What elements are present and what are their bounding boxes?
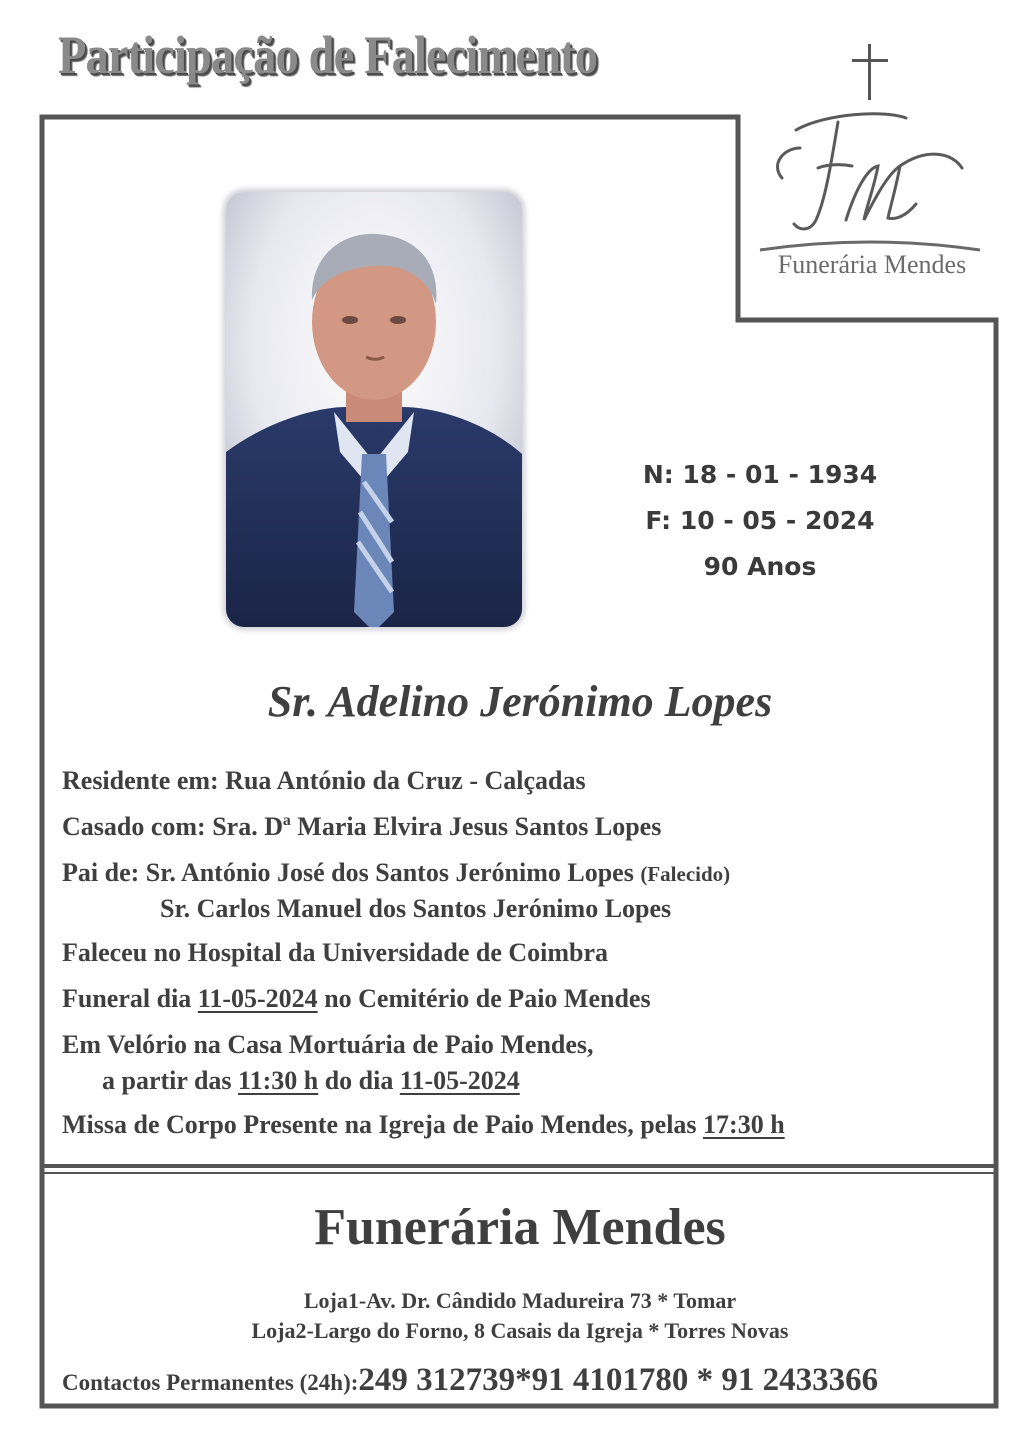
life-dates [600,452,920,590]
portrait-image [226,192,522,627]
wake-line-2 [102,1066,520,1096]
wake-mid: do dia [324,1066,394,1095]
footer-company-name: Funerária Mendes [314,1199,726,1256]
wake-time: 11:30 h [238,1066,319,1095]
contacts-label: Contactos Permanentes (24h): [62,1370,359,1395]
store-2-address: Loja2-Largo do Forno, 8 Casais da Igreja * Torres Novas [251,1318,789,1343]
contacts-numbers: 249 312739*91 4101780 * 91 2433366 [358,1362,879,1398]
child-1: Pai de: Sr. António José dos Santos Jerónimo Lopes [62,858,634,887]
death-date: F: 10 - 05 - 2024 [645,506,875,535]
funeral-date: 11-05-2024 [197,984,318,1013]
death-place-line: Faleceu no Hospital da Universidade de Coimbra [62,938,609,967]
child-2: Sr. Carlos Manuel dos Santos Jerónimo Lopes [160,894,672,923]
wake-date: 11-05-2024 [399,1066,520,1095]
cross-icon [852,44,888,100]
children-line-1 [62,858,730,888]
mass-time: 17:30 h [703,1110,785,1139]
deceased-name: Sr. Adelino Jerónimo Lopes [267,677,773,726]
residence-line: Residente em: Rua António da Cruz - Calçadas [62,766,586,795]
store-1-address: Loja1-Av. Dr. Cândido Madureira 73 * Tomar [303,1288,737,1313]
wake-label: a partir das [102,1066,232,1095]
page-title: Participação de Falecimento [58,25,598,85]
funeral-label: Funeral dia [62,984,192,1013]
contacts-line [62,1362,878,1399]
mass-label: Missa de Corpo Presente na Igreja de Paio Mendes, pelas [62,1110,697,1139]
spouse-line: Casado com: Sra. Dª Maria Elvira Jesus Santos Lopes [62,812,662,841]
funeral-place: no Cemitério de Paio Mendes [324,984,651,1013]
mass-line [62,1110,785,1140]
logo-name: Funerária Mendes [777,250,967,279]
deceased-portrait [226,192,522,627]
deceased-note: (Falecido) [640,862,731,886]
birth-date: N: 18 - 01 - 1934 [642,460,878,489]
age: 90 Anos [703,552,817,581]
funeral-line [62,984,651,1014]
wake-line-1: Em Velório na Casa Mortuária de Paio Mendes, [62,1030,594,1059]
